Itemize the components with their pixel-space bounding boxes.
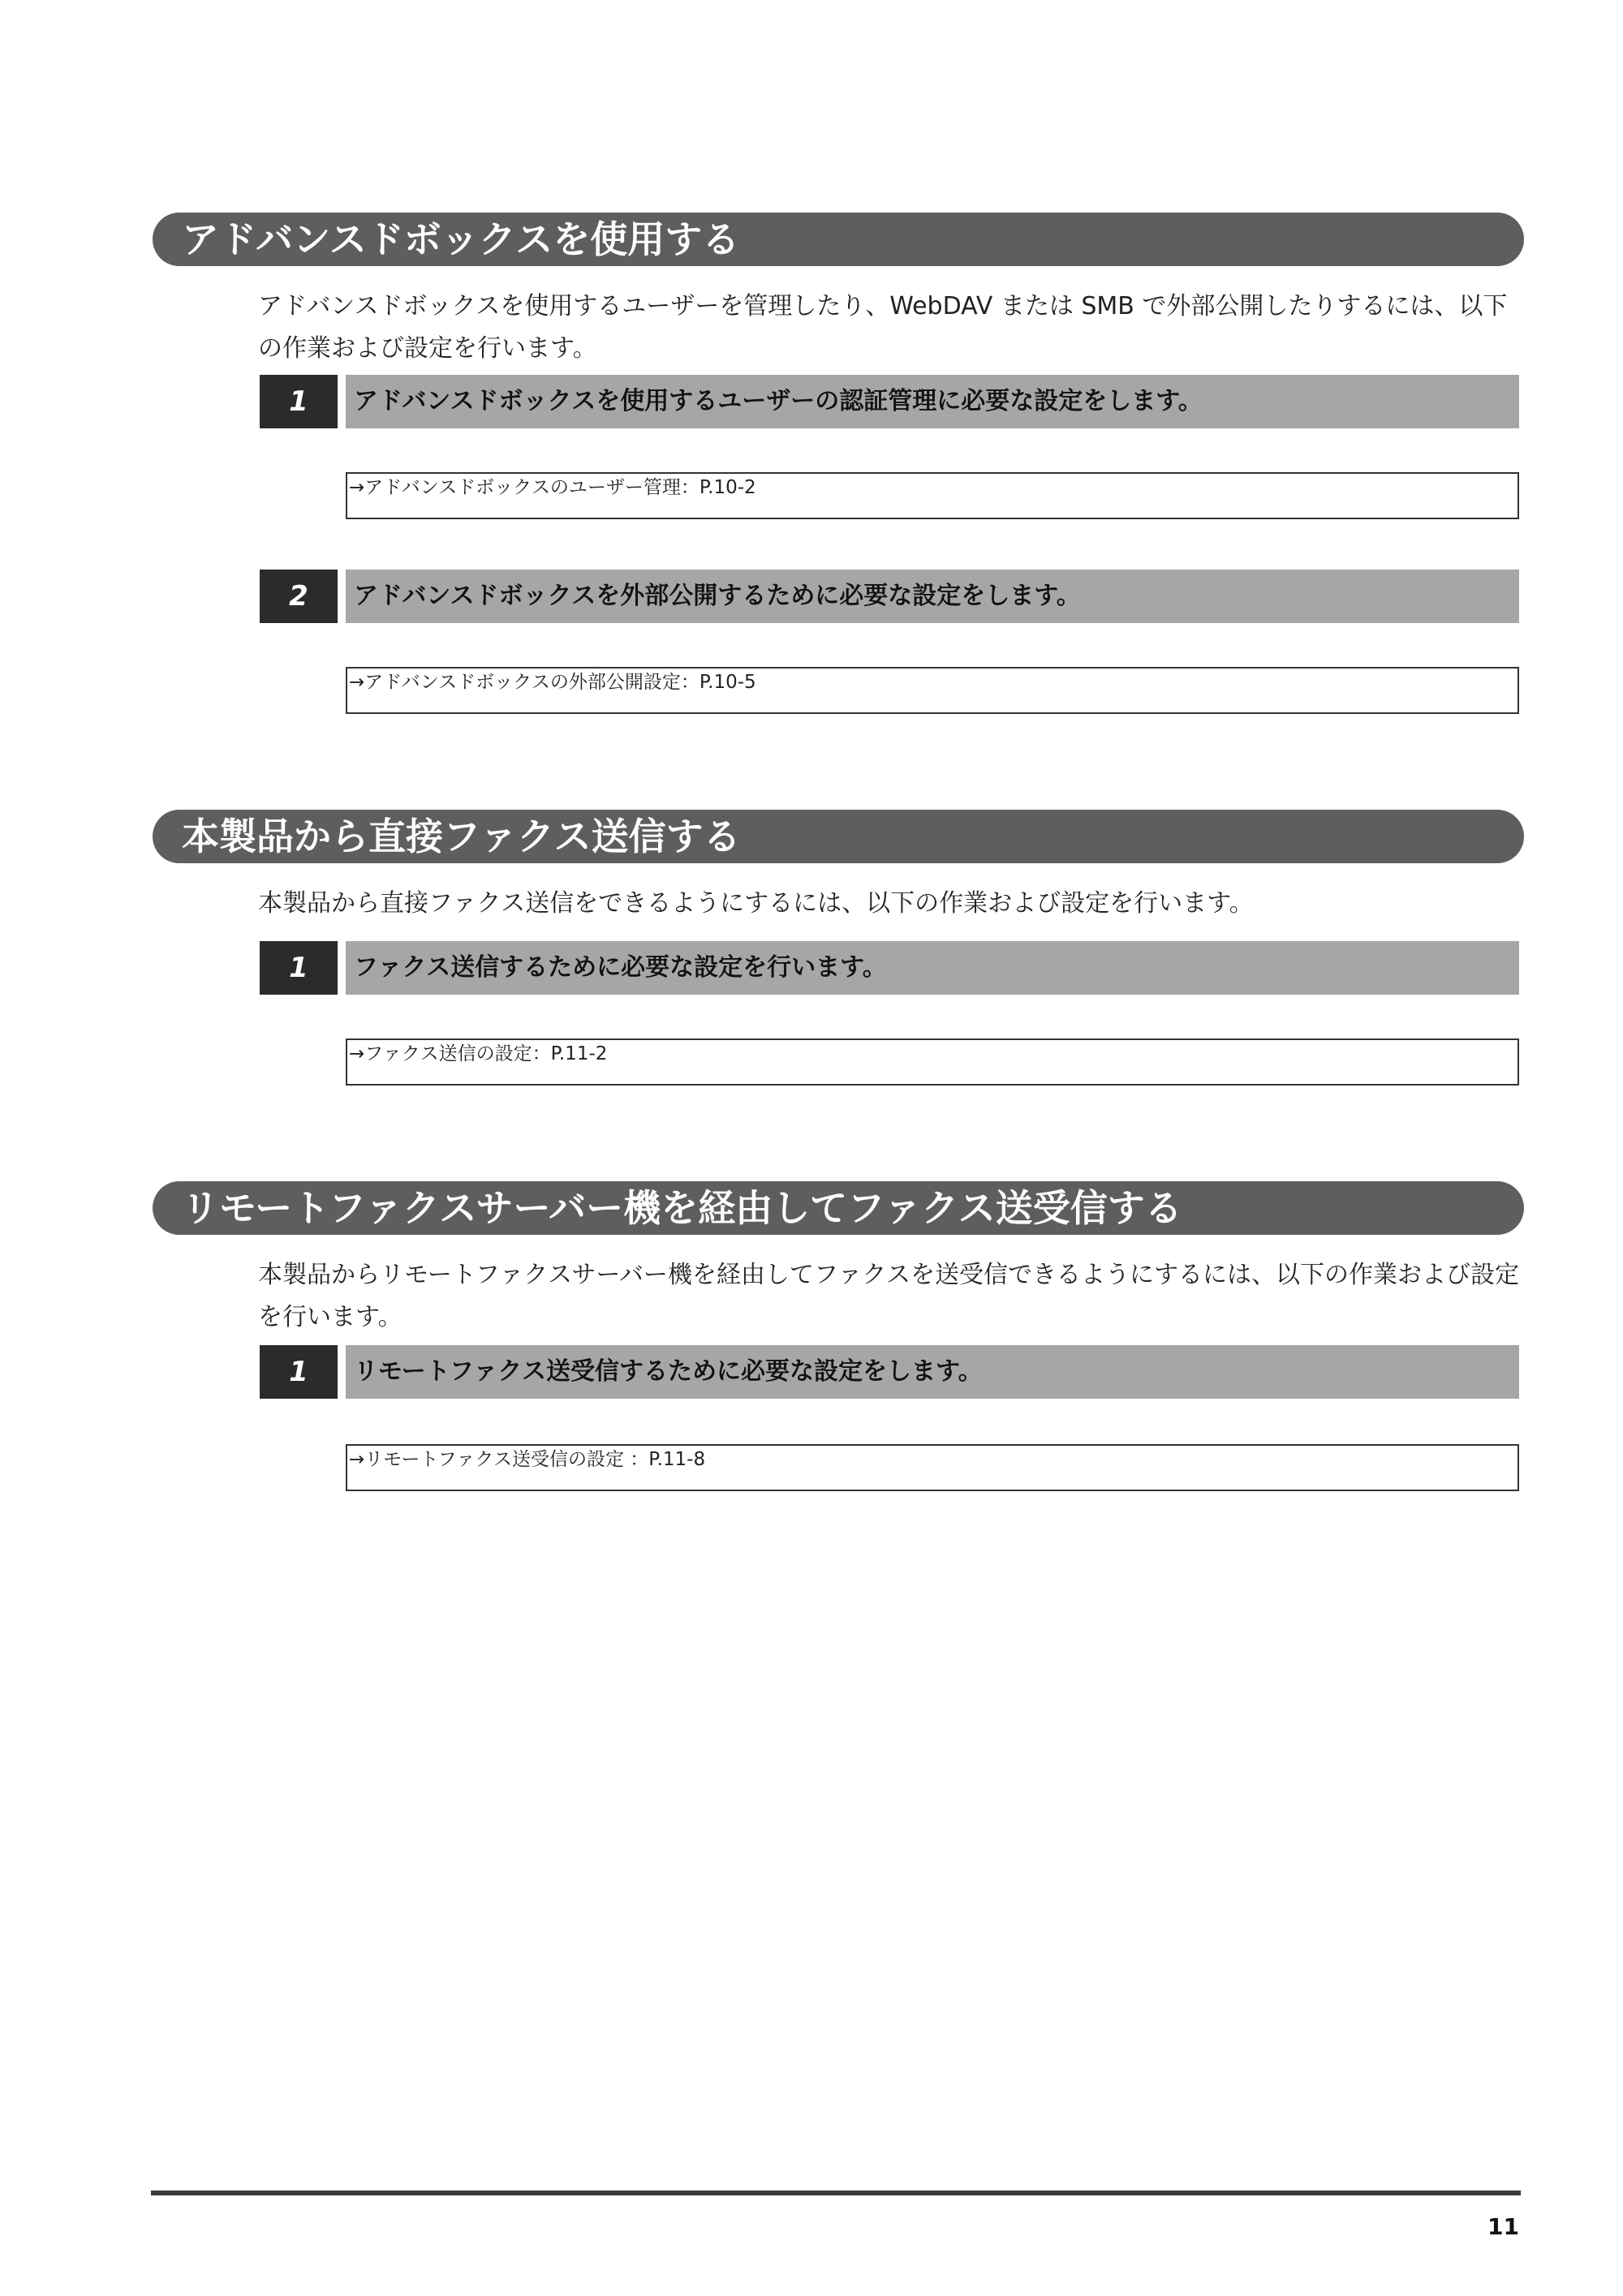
step-title: アドバンスドボックスを使用するユーザーの認証管理に必要な設定をします。 <box>346 375 1519 428</box>
reference-link[interactable]: →リモートファクス送受信の設定 ：P.11-8 <box>346 1444 1519 1491</box>
section-heading-advanced-box: アドバンスドボックスを使用する <box>153 213 1524 266</box>
step-number: 1 <box>260 941 338 995</box>
section-intro-advanced-box: アドバンスドボックスを使用するユーザーを管理したり、WebDAV または SMB で外部公開したりするには、以下の作業および設定を行います。 <box>258 292 1508 363</box>
reference-link[interactable]: →ファクス送信の設定：P.11-2 <box>346 1038 1519 1086</box>
step-number: 2 <box>260 570 338 623</box>
footer-divider <box>151 2191 1521 2195</box>
step-title: リモートファクス送受信するために必要な設定をします。 <box>346 1345 1519 1399</box>
section-heading-direct-fax: 本製品から直接ファクス送信する <box>153 810 1524 863</box>
reference-link[interactable]: →アドバンスドボックスのユーザー管理：P.10-2 <box>346 472 1519 519</box>
section-heading-remote-fax: リモートファクスサーバー機を経由してファクス送受信する <box>153 1181 1524 1235</box>
section-intro-remote-fax: 本製品からリモートファクスサーバー機を経由してファクスを送受信できるようにするには、以下の作業および設定を行います。 <box>258 1261 1519 1331</box>
step-number: 1 <box>260 375 338 428</box>
reference-link[interactable]: →アドバンスドボックスの外部公開設定：P.10-5 <box>346 667 1519 714</box>
step-title: ファクス送信するために必要な設定を行います。 <box>346 941 1519 995</box>
step-title: アドバンスドボックスを外部公開するために必要な設定をします。 <box>346 570 1519 623</box>
page-number: 11 <box>1487 2213 1519 2240</box>
section-intro-direct-fax: 本製品から直接ファクス送信をできるようにするには、以下の作業および設定を行います。 <box>258 889 1254 918</box>
step-number: 1 <box>260 1345 338 1399</box>
